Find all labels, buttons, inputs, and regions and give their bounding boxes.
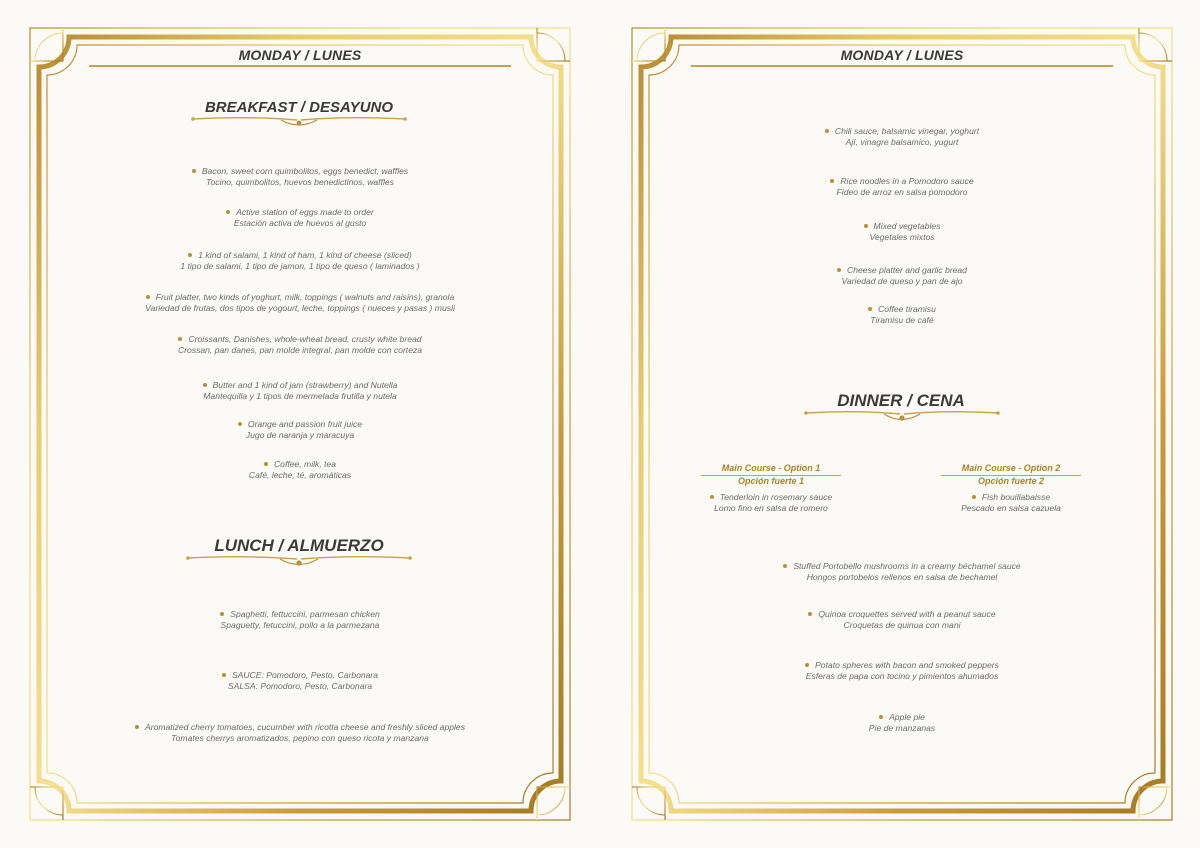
breakfast-item: Croissants, Danishes, whole-wheat bread, crusty white bread Crossan, pan danes, pan molde integral, pan molde con corteza [177,334,423,355]
lunch-item: Cheese platter and garlic bread Variedad de queso y pan de ajo [652,265,1152,287]
bullet-icon [188,253,192,257]
bullet-icon [710,495,714,499]
bullet-icon [837,268,841,272]
header-divider [691,65,1113,67]
bullet-icon [864,224,868,228]
dinner-item: Apple pie Pie de manzanas [868,712,936,733]
bullet-icon [135,725,139,729]
main-course-option-2-heading: Main Course - Option 2 Opción fuerte 2 [941,463,1081,487]
breakfast-item: Fruit platter, two kinds of yoghurt, milk, toppings ( walnuts and raisins), granola Variedad de frutas, dos tipos de yogourt, leche, toppings ( nueces y pasas ) musli [145,292,455,313]
lunch-item: Spaghetti, fettuccini, parmesan chicken Spaguetty, fetuccini, pollo a la parmezana [220,609,380,630]
bullet-icon [238,422,242,426]
dinner-item: Quinoa croquettes served with a peanut sauce Croquetas de quinua con mani [652,609,1152,631]
flourish-ornament-icon [802,408,1002,426]
breakfast-item: Bacon, sweet corn quimbolitos, eggs benedict, waffles Tocino, quimbolitos, huevos benedictinos, waffles [50,166,550,188]
lunch-item: Chili sauce, balsamic vinegar, yoghurt Ají, vinagre balsamico, yugurt [652,126,1152,148]
lunch-item: Rice noodles in a Pomodoro sauce Fideo de arroz en salsa pomodoro [652,176,1152,198]
bullet-icon [972,495,976,499]
dinner-title: DINNER / CENA [837,391,965,410]
main-course-option-1-heading: Main Course - Option 1 Opción fuerte 1 [701,463,841,487]
breakfast-item: Coffee, milk, tea Café, leche, té, aromáticas [248,459,352,480]
flourish-ornament-icon [184,553,414,571]
bullet-icon [868,307,872,311]
bullet-icon [879,715,883,719]
bullet-icon [805,663,809,667]
lunch-title: LUNCH / ALMUERZO [214,536,384,555]
bullet-icon [178,337,182,341]
bullet-icon [222,673,226,677]
bullet-icon [220,612,224,616]
breakfast-item: Butter and 1 kind of jam (strawberry) and Nutella Mantequilla y 1 tipos de mermelada frutilla y nutela [203,380,398,401]
bullet-icon [783,564,787,568]
lunch-item: Mixed vegetables Vegetales mixtos [652,221,1152,243]
bullet-icon [825,129,829,133]
main-course-option-1-item: Tenderloin in rosemary sauce Lomo fino en salsa de romero [671,492,871,514]
header-divider [89,65,511,67]
bullet-icon [226,210,230,214]
lunch-item: SAUCE: Pomodoro, Pesto, Carbonara SALSA: Pomodoro, Pesto, Carbonara [50,670,550,692]
bullet-icon [808,612,812,616]
main-course-option-2-item: Fish bouillabaisse Pescado en salsa cazuela [961,492,1061,513]
lunch-item: Coffee tiramisu Tiramisu de café [652,304,1152,326]
menu-page-left [29,27,571,821]
bullet-icon [830,179,834,183]
dinner-item: Stuffed Portobello mushrooms in a creamy béchamel sauce Hongos portobelos rellenos en salsa de bechamel [652,561,1152,583]
menu-page-right [631,27,1173,821]
dinner-item: Potato spheres with bacon and smoked peppers Esferas de papa con tocino y pimientos ahumados [805,660,999,681]
bullet-icon [203,383,207,387]
breakfast-item: Orange and passion fruit juice Jugo de naranja y maracuya [50,419,550,441]
page-header-day: MONDAY / LUNES [840,47,964,63]
breakfast-item: 1 kind of salami, 1 kind of ham, 1 kind of cheese (sliced) 1 tipo de salami, 1 tipo de jamon, 1 tipo de queso ( laminados ) [180,250,420,271]
bullet-icon [146,295,150,299]
bullet-icon [264,462,268,466]
breakfast-title: BREAKFAST / DESAYUNO [204,99,394,116]
flourish-ornament-icon [189,114,409,130]
breakfast-item: Active station of eggs made to order Estación activa de huevos al gusto [50,207,550,229]
lunch-item: Aromatized cherry tomatoes, cucumber with ricotta cheese and freshly sliced apples Tomates cherrys aromatizados, pepino con queso ricota y manzana [50,722,550,744]
page-header-day: MONDAY / LUNES [238,47,362,63]
bullet-icon [192,169,196,173]
